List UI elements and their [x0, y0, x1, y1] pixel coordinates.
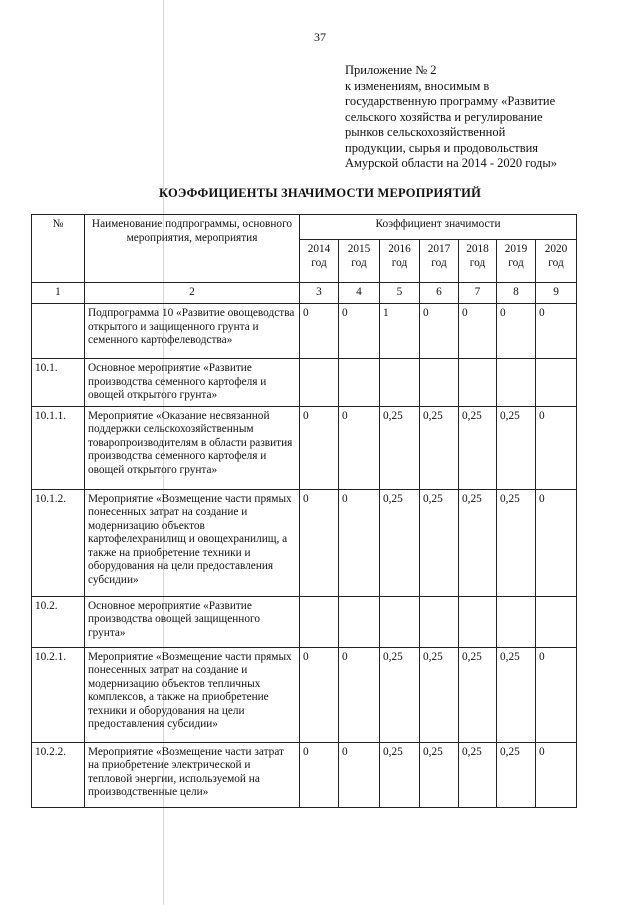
row-value	[497, 359, 536, 407]
header-year: 2018 год	[459, 240, 497, 283]
row-value: 0	[339, 304, 380, 359]
appendix-line: Амурской области на 2014 - 2020 годы»	[345, 156, 558, 170]
row-value: 0,25	[380, 489, 420, 596]
row-value: 0	[300, 304, 339, 359]
row-value: 0	[339, 742, 380, 807]
appendix-block	[345, 63, 625, 172]
row-name: Основное мероприятие «Развитие производства семенного картофеля и овощей открытого грунта»	[85, 359, 300, 407]
column-number: 2	[85, 283, 300, 304]
row-name: Подпрограмма 10 «Развитие овощеводства открытого и защищенного грунта и семенного картофелеводства»	[85, 304, 300, 359]
table-row	[32, 596, 577, 647]
row-name: Мероприятие «Возмещение части прямых понесенных затрат на создание и модернизацию объектов тепличных комплексов, а также на приобретение техники и оборудования на цели предоставления субсидии»	[85, 647, 300, 742]
row-value	[459, 596, 497, 647]
header-coefficient: Коэффициент значимости	[300, 215, 577, 240]
header-name: Наименование подпрограммы, основного мероприятия, мероприятия	[85, 215, 300, 283]
appendix-line: государственную программу «Развитие	[345, 94, 556, 108]
row-value: 0,25	[459, 489, 497, 596]
row-value: 0	[536, 489, 577, 596]
row-value: 0	[536, 742, 577, 807]
row-value: 0	[339, 647, 380, 742]
row-value: 0	[300, 406, 339, 489]
header-num: №	[32, 215, 85, 283]
row-value: 0	[536, 304, 577, 359]
row-value: 0,25	[459, 647, 497, 742]
row-name: Основное мероприятие «Развитие производства овощей защищенного грунта»	[85, 596, 300, 647]
row-value: 0,25	[420, 406, 459, 489]
row-value: 0	[300, 489, 339, 596]
table-row	[32, 647, 577, 742]
row-name: Мероприятие «Оказание несвязанной поддержки сельскохозяйственным товаропроизводителям в области развития производства семенного картофеля и овощей открытого грунта»	[85, 406, 300, 489]
table-row	[32, 359, 577, 407]
row-number: 10.2.1.	[32, 647, 85, 742]
row-value: 0,25	[420, 742, 459, 807]
table-row	[32, 304, 577, 359]
header-year: 2016 год	[380, 240, 420, 283]
row-value: 0	[459, 304, 497, 359]
row-value: 0,25	[380, 406, 420, 489]
row-value: 0,25	[459, 406, 497, 489]
row-value: 0,25	[420, 489, 459, 596]
row-value	[420, 359, 459, 407]
table-row	[32, 742, 577, 807]
row-value	[459, 359, 497, 407]
row-value	[536, 359, 577, 407]
document-title: КОЭФФИЦИЕНТЫ ЗНАЧИМОСТИ МЕРОПРИЯТИЙ	[159, 186, 481, 200]
row-value: 0	[339, 489, 380, 596]
row-value: 0	[536, 647, 577, 742]
row-name: Мероприятие «Возмещение части затрат на приобретение электрической и тепловой энергии, используемой на производственные цели»	[85, 742, 300, 807]
row-number: 10.1.	[32, 359, 85, 407]
page-number: 37	[314, 30, 326, 44]
row-value	[300, 596, 339, 647]
row-number	[32, 304, 85, 359]
row-value: 0	[339, 406, 380, 489]
header-year: 2014 год	[300, 240, 339, 283]
row-value: 0,25	[497, 647, 536, 742]
coefficient-table	[31, 214, 577, 808]
column-number: 3	[300, 283, 339, 304]
column-number: 5	[380, 283, 420, 304]
table-row	[32, 406, 577, 489]
row-value: 0	[536, 406, 577, 489]
row-value	[300, 359, 339, 407]
row-value	[339, 359, 380, 407]
row-value: 0,25	[380, 742, 420, 807]
row-value: 0,25	[380, 647, 420, 742]
row-value	[497, 596, 536, 647]
row-number: 10.1.1.	[32, 406, 85, 489]
row-number: 10.2.2.	[32, 742, 85, 807]
row-value	[536, 596, 577, 647]
row-value	[420, 596, 459, 647]
row-value: 0	[300, 742, 339, 807]
row-value: 0,25	[497, 406, 536, 489]
row-number: 10.1.2.	[32, 489, 85, 596]
header-year: 2017 год	[420, 240, 459, 283]
column-number: 9	[536, 283, 577, 304]
column-number: 6	[420, 283, 459, 304]
row-number: 10.2.	[32, 596, 85, 647]
header-year: 2019 год	[497, 240, 536, 283]
row-value: 0,25	[459, 742, 497, 807]
column-number: 8	[497, 283, 536, 304]
appendix-line: к изменениям, вносимым в	[345, 78, 490, 93]
row-value: 0	[300, 647, 339, 742]
appendix-line: продукции, сырья и продовольствия	[345, 140, 539, 155]
row-value: 1	[380, 304, 420, 359]
row-value: 0,25	[420, 647, 459, 742]
column-number: 4	[339, 283, 380, 304]
appendix-title: Приложение № 2	[345, 63, 437, 77]
row-value	[339, 596, 380, 647]
row-name: Мероприятие «Возмещение части прямых понесенных затрат на создание и модернизацию объектов картофелехранилищ и овощехранилищ, а также на приобретение техники и оборудования на цели предоставления субсидии»	[85, 489, 300, 596]
header-year: 2015 год	[339, 240, 380, 283]
column-number-row	[32, 283, 577, 304]
column-number: 7	[459, 283, 497, 304]
appendix-line: сельского хозяйства и регулирование	[345, 109, 543, 124]
row-value: 0	[497, 304, 536, 359]
appendix-line: рынков сельскохозяйственной	[345, 125, 506, 139]
row-value: 0,25	[497, 489, 536, 596]
header-year: 2020 год	[536, 240, 577, 283]
column-number: 1	[32, 283, 85, 304]
table-row	[32, 489, 577, 596]
row-value: 0,25	[497, 742, 536, 807]
row-value: 0	[420, 304, 459, 359]
row-value	[380, 359, 420, 407]
row-value	[380, 596, 420, 647]
